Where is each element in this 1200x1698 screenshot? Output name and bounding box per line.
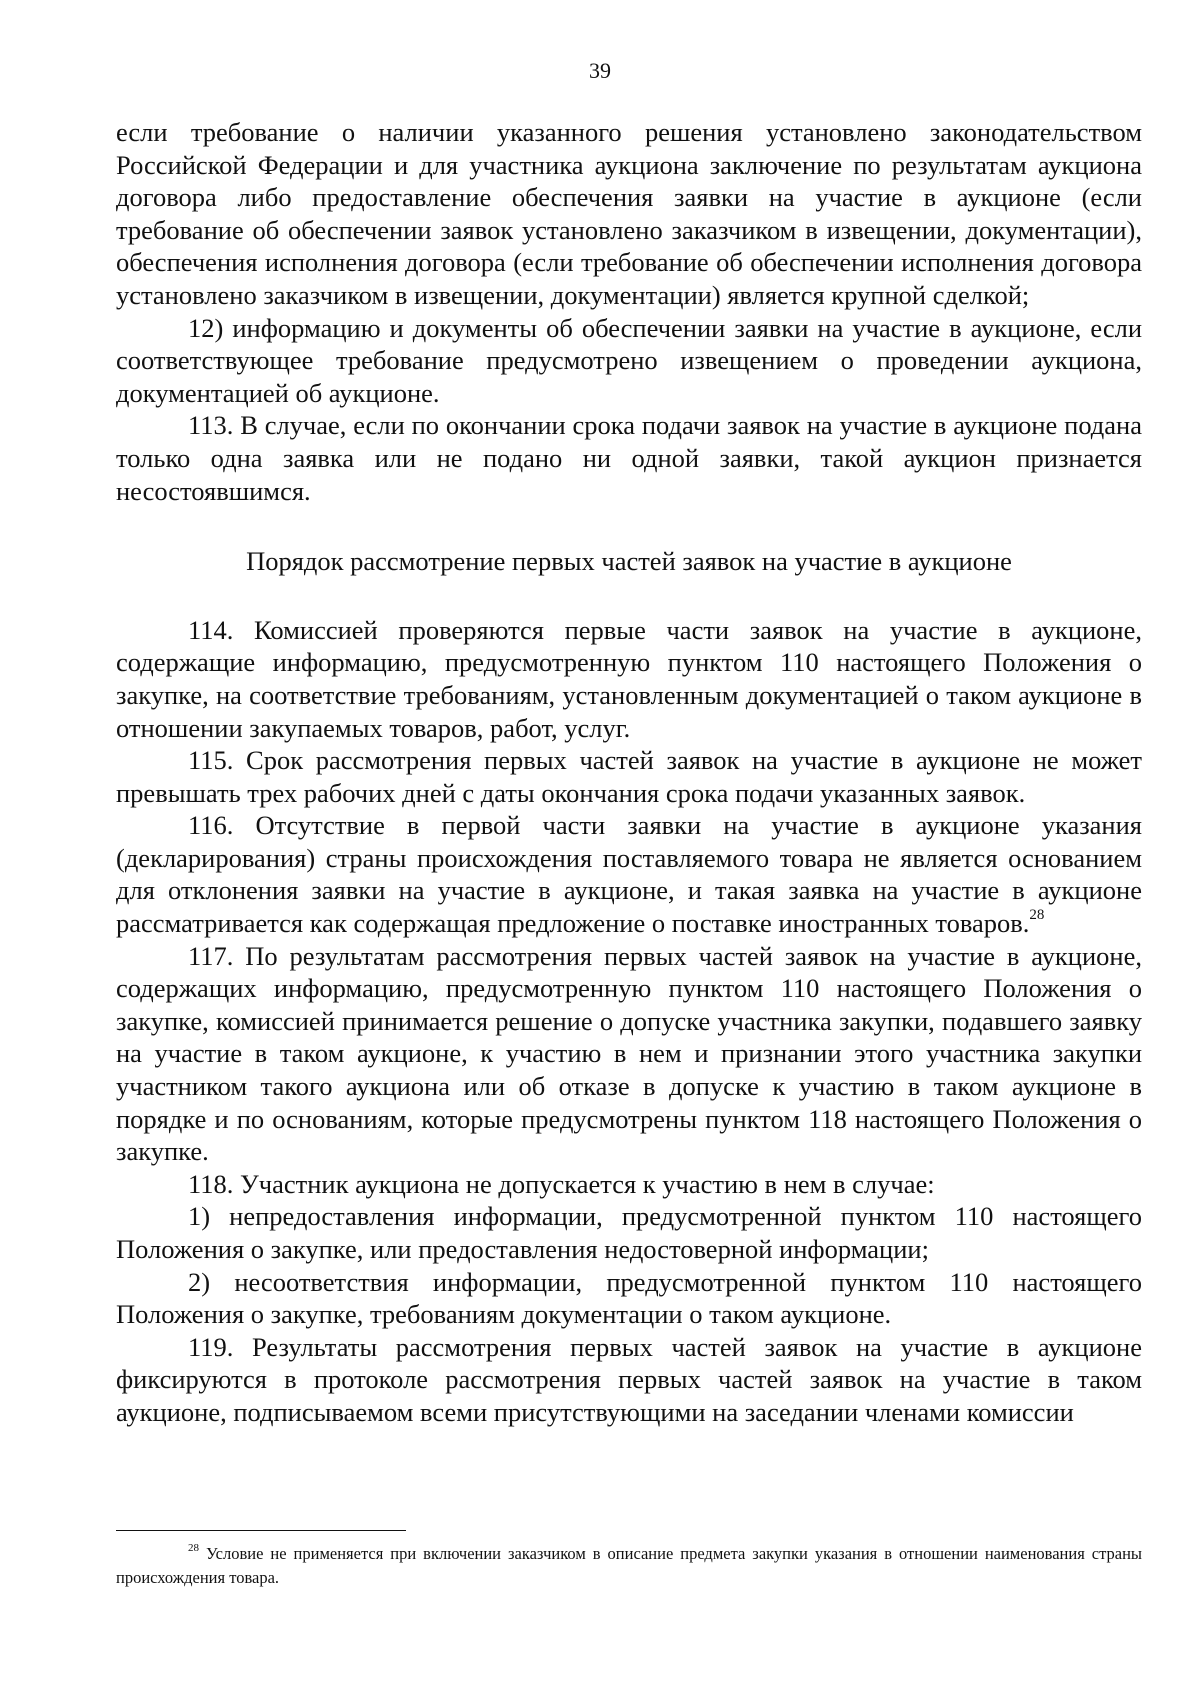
paragraph-116-text: 116. Отсутствие в первой части заявки на участие в аукционе указания (декларирования) страны происхождения поставляемого товара не является основанием для отклонения заявки на участие в аукционе, и такая заявка на участие в аукционе рассматривается как содержащая предложение о поставке иностранных товаров.	[116, 810, 1142, 939]
paragraph-continuation: если требование о наличии указанного решения установлено законодательством Российской Федерации и для участника аукциона заключение по результатам аукциона договора либо предоставление обеспечения заявки на участие в аукционе (если требование об обеспечении заявок установлено заказчиком в извещении, документации), обеспечения исполнения договора (если требование об обеспечении исполнения договора установлено заказчиком в извещении, документации) является крупной сделкой;	[116, 117, 1142, 310]
paragraph-119: 119. Результаты рассмотрения первых частей заявок на участие в аукционе фиксируются в протоколе рассмотрения первых частей заявок на участие в таком аукционе, подписываемом всеми присутствующими на заседании членами комиссии	[116, 1331, 1142, 1427]
paragraph-118: 118. Участник аукциона не допускается к участию в нем в случае:	[188, 1168, 935, 1199]
paragraph-113: 113. В случае, если по окончании срока подачи заявок на участие в аукционе подана только одна заявка или не подано ни одной заявки, такой аукцион признается несостоявшимся.	[116, 410, 1142, 506]
paragraph-115: 115. Срок рассмотрения первых частей заявок на участие в аукционе не может превышать трех рабочих дней с даты окончания срока подачи указанных заявок.	[116, 745, 1142, 808]
footnote-text: Условие не применяется при включении заказчиком в описание предмета закупки указания в отношении наименования страны происхождения товара.	[116, 1544, 1143, 1587]
footnote-reference: 28	[1029, 907, 1045, 924]
footnote-divider	[116, 1530, 406, 1531]
document-body	[116, 116, 1142, 1429]
footnote	[116, 1542, 1142, 1590]
paragraph-118-item-2: 2) несоответствия информации, предусмотренной пунктом 110 настоящего Положения о закупке, требованиям документации о таком аукционе.	[116, 1266, 1142, 1330]
paragraph-item-12: 12) информацию и документы об обеспечении заявки на участие в аукционе, если соответствующее требование предусмотрено извещением о проведении аукциона, документацией об аукционе.	[116, 312, 1142, 408]
paragraph-117: 117. По результатам рассмотрения первых частей заявок на участие в аукционе, содержащих информацию, предусмотренную пунктом 110 настоящего Положения о закупке, комиссией принимается решение о допуске участника закупки, подавшего заявку на участие в таком аукционе, к участию в нем и признании этого участника закупки участником такого аукциона или об отказе в допуске к участию в таком аукционе в порядке и по основаниям, которые предусмотрены пунктом 118 настоящего Положения о закупке.	[116, 940, 1142, 1167]
paragraph-116	[116, 809, 1142, 939]
paragraph-118-item-1: 1) непредоставления информации, предусмотренной пунктом 110 настоящего Положения о закупке, или предоставления недостоверной информации;	[116, 1201, 1142, 1264]
footnote-number: 28	[188, 1542, 199, 1554]
paragraph-114: 114. Комиссией проверяются первые части заявок на участие в аукционе, содержащие информацию, предусмотренную пунктом 110 настоящего Положения о закупке, на соответствие требованиям, установленным документацией о таком аукционе в отношении закупаемых товаров, работ, услуг.	[116, 614, 1142, 743]
page-number: 39	[589, 58, 611, 83]
section-heading: Порядок рассмотрение первых частей заявок на участие в аукционе	[246, 546, 1012, 577]
